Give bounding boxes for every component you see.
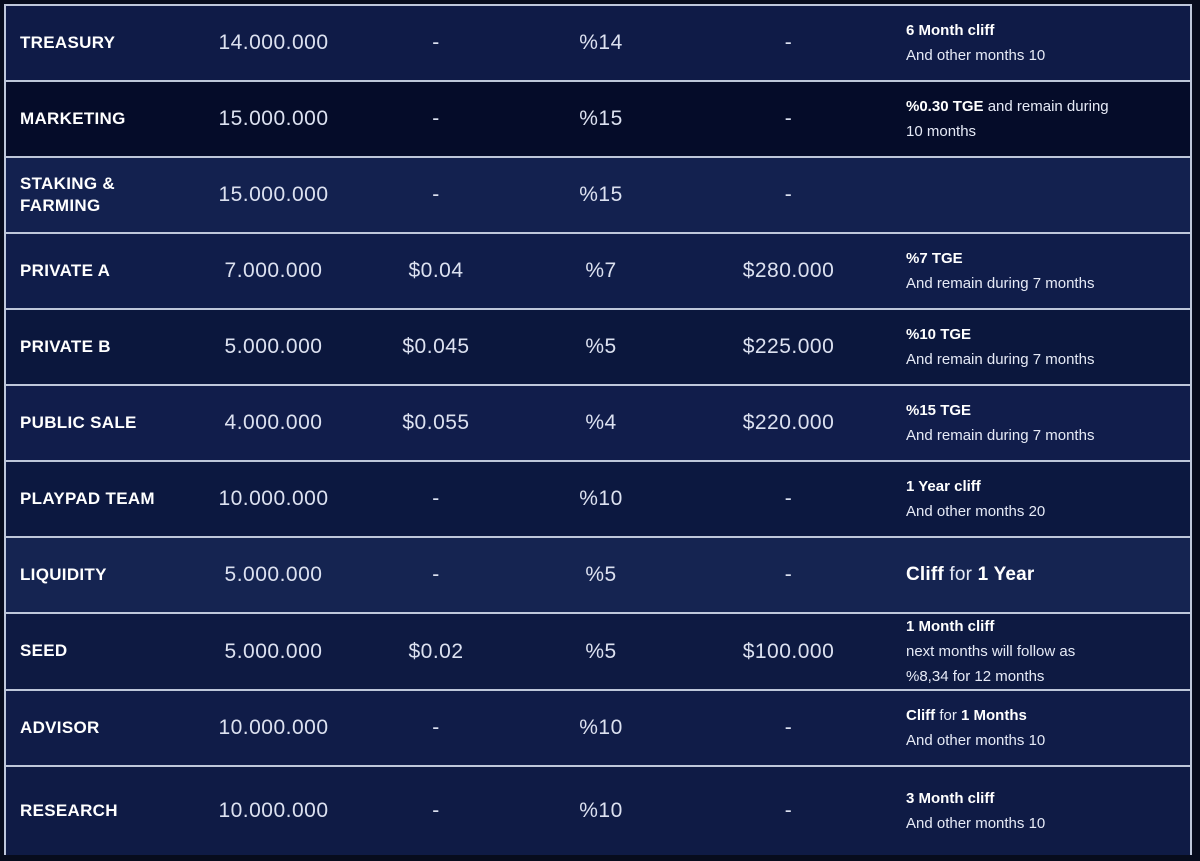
total-raise-value: $225.000 — [742, 335, 835, 358]
table-row-treasury — [6, 6, 1190, 82]
note-line — [906, 347, 1178, 372]
note-regular-text: 10 months — [906, 123, 977, 140]
tokenomics-table — [4, 4, 1192, 855]
note-regular-text: %8,34 for 12 months — [906, 668, 1045, 685]
allocation-percent-value: %10 — [579, 716, 623, 739]
note-bold-text: 1 Year cliff — [906, 478, 981, 495]
vesting-note — [886, 398, 1190, 448]
vesting-note — [886, 562, 1190, 588]
allocation-percent-value: %7 — [585, 259, 617, 282]
total-raise-value: - — [784, 563, 793, 586]
token-amount-value: 15.000.000 — [218, 183, 329, 206]
note-bold-text: %10 TGE — [906, 326, 972, 343]
note-line — [906, 398, 1178, 423]
note-bold-text: Cliff — [906, 564, 944, 585]
total-raise-value: $220.000 — [742, 411, 835, 434]
vesting-note — [886, 246, 1190, 296]
total-raise-value: - — [784, 716, 793, 739]
note-regular-text: And remain during 7 months — [906, 427, 1095, 444]
allocation-label: PLAYPAD TEAM — [20, 488, 155, 508]
note-regular-text: And remain during 7 months — [906, 351, 1095, 368]
total-raise-value: - — [784, 31, 793, 54]
allocation-label: STAKING & FARMING — [20, 173, 115, 215]
note-regular-text: And other months 20 — [906, 503, 1046, 520]
note-bold-text: %15 TGE — [906, 402, 972, 419]
note-regular-text: And other months 10 — [906, 47, 1046, 64]
vesting-note — [886, 474, 1190, 524]
token-amount-value: 15.000.000 — [218, 107, 329, 130]
allocation-percent-value: %10 — [579, 487, 623, 510]
allocation-percent-value: %14 — [579, 31, 623, 54]
note-bold-text: 6 Month cliff — [906, 22, 995, 39]
note-bold-text: 3 Month cliff — [906, 790, 995, 807]
note-line — [906, 703, 1178, 728]
table-row-staking-farming — [6, 158, 1190, 234]
token-price-value: $0.04 — [408, 259, 464, 282]
note-line — [906, 18, 1178, 43]
token-price-value: - — [432, 183, 440, 206]
table-row-marketing — [6, 82, 1190, 158]
allocation-label: TREASURY — [20, 32, 116, 52]
token-price-value: $0.02 — [408, 639, 464, 663]
note-regular-text: next months will follow as — [906, 643, 1076, 660]
token-amount-value: 10.000.000 — [218, 716, 329, 739]
token-amount-value: 10.000.000 — [218, 487, 329, 510]
note-line — [906, 811, 1178, 836]
table-row-research — [6, 767, 1190, 855]
token-price-value: $0.045 — [402, 335, 470, 358]
allocation-label: SEED — [20, 641, 68, 661]
table-row-private-b — [6, 310, 1190, 386]
table-row-playpad-team — [6, 462, 1190, 538]
note-bold-text: 1 Month cliff — [906, 618, 995, 635]
note-line — [906, 664, 1178, 689]
total-raise-value: - — [784, 107, 793, 130]
token-amount-value: 7.000.000 — [224, 259, 323, 282]
allocation-percent-value: %5 — [585, 563, 617, 586]
token-amount-value: 5.000.000 — [224, 639, 323, 663]
note-line — [906, 474, 1178, 499]
table-row-liquidity — [6, 538, 1190, 614]
allocation-percent-value: %15 — [579, 183, 623, 206]
note-regular-text: And other months 10 — [906, 815, 1046, 832]
note-regular-text: And other months 10 — [906, 732, 1046, 749]
note-line — [906, 94, 1178, 119]
note-regular-text: and remain during — [983, 98, 1109, 115]
allocation-label: LIQUIDITY — [20, 564, 107, 584]
token-price-value: - — [432, 563, 440, 586]
note-line — [906, 43, 1178, 68]
token-amount-value: 5.000.000 — [224, 335, 323, 358]
token-amount-value: 14.000.000 — [218, 31, 329, 54]
table-row-private-a — [6, 234, 1190, 310]
note-line — [906, 246, 1178, 271]
total-raise-value: - — [784, 799, 793, 822]
note-line — [906, 728, 1178, 753]
note-line — [906, 423, 1178, 448]
token-amount-value: 5.000.000 — [224, 563, 323, 586]
note-bold-text: %7 TGE — [906, 250, 963, 267]
allocation-percent-value: %5 — [585, 639, 617, 663]
allocation-label: PRIVATE B — [20, 336, 111, 356]
note-line — [906, 562, 1178, 588]
allocation-label: PRIVATE A — [20, 260, 111, 280]
note-bold-text: 1 Months — [961, 707, 1027, 724]
note-regular-text: for — [943, 564, 978, 585]
note-line — [906, 786, 1178, 811]
token-amount-value: 10.000.000 — [218, 799, 329, 822]
allocation-label: ADVISOR — [20, 717, 100, 737]
total-raise-value: - — [784, 183, 793, 206]
token-price-value: $0.055 — [402, 411, 470, 434]
vesting-note — [886, 94, 1190, 144]
token-price-value: - — [432, 31, 440, 54]
note-regular-text: for — [935, 707, 962, 724]
table-row-advisor — [6, 691, 1190, 767]
note-line — [906, 271, 1178, 296]
vesting-note — [886, 322, 1190, 372]
vesting-note — [886, 786, 1190, 836]
note-bold-text: Cliff — [906, 707, 936, 724]
vesting-note — [886, 703, 1190, 753]
table-row-seed — [6, 614, 1190, 691]
vesting-note — [886, 18, 1190, 68]
note-regular-text: And remain during 7 months — [906, 275, 1095, 292]
allocation-percent-value: %5 — [585, 335, 617, 358]
allocation-label: RESEARCH — [20, 800, 118, 820]
token-amount-value: 4.000.000 — [224, 411, 323, 434]
note-line — [906, 614, 1178, 639]
table-row-public-sale — [6, 386, 1190, 462]
note-line — [906, 322, 1178, 347]
allocation-label: PUBLIC SALE — [20, 412, 137, 432]
allocation-label: MARKETING — [20, 108, 126, 128]
note-bold-text: 1 Year — [977, 564, 1035, 585]
vesting-note — [886, 614, 1190, 689]
token-price-value: - — [432, 799, 440, 822]
allocation-percent-value: %10 — [579, 799, 623, 822]
total-raise-value: $100.000 — [742, 639, 835, 663]
total-raise-value: $280.000 — [742, 259, 835, 282]
allocation-percent-value: %15 — [579, 107, 623, 130]
token-price-value: - — [432, 716, 440, 739]
note-line — [906, 499, 1178, 524]
note-bold-text: %0.30 TGE — [906, 98, 984, 115]
note-line — [906, 639, 1178, 664]
note-line — [906, 119, 1178, 144]
token-price-value: - — [432, 487, 440, 510]
total-raise-value: - — [784, 487, 793, 510]
allocation-percent-value: %4 — [585, 411, 617, 434]
token-price-value: - — [432, 107, 440, 130]
